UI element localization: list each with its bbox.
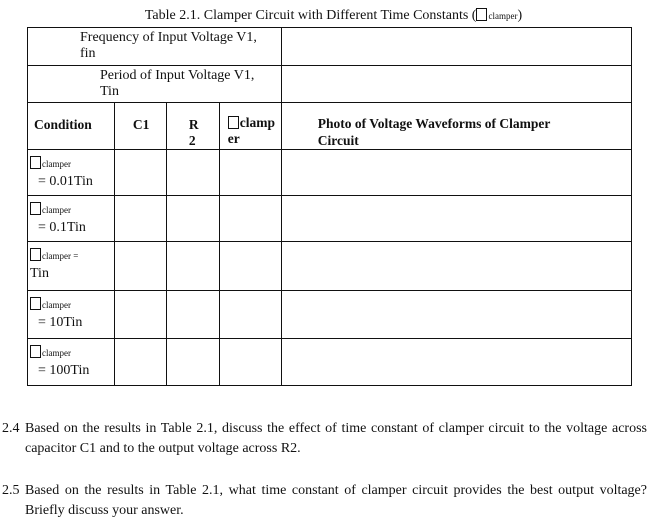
- header-row: [28, 103, 632, 150]
- tau-symbol-icon: [30, 345, 41, 358]
- tau-symbol-icon: [476, 8, 487, 21]
- r2-cell[interactable]: [166, 291, 219, 339]
- table-row: [28, 150, 632, 196]
- table-row: [28, 196, 632, 242]
- header-tau-line2: er: [227, 131, 240, 146]
- frequency-label-cell: [28, 28, 282, 66]
- clamper-table: [27, 27, 632, 386]
- photo-cell[interactable]: [281, 196, 631, 242]
- c1-cell[interactable]: [114, 291, 166, 339]
- question-2-5: [0, 481, 667, 516]
- tau-cell[interactable]: [219, 339, 281, 386]
- tau-symbol-icon: [30, 248, 41, 261]
- tau-symbol-icon: [228, 116, 239, 129]
- condition-cell: [28, 242, 115, 291]
- header-tau: [219, 103, 281, 150]
- header-c1-text: C1: [132, 117, 150, 132]
- condition-subscript: clamper: [42, 300, 71, 310]
- c1-cell[interactable]: [114, 196, 166, 242]
- photo-cell[interactable]: [281, 150, 631, 196]
- photo-cell[interactable]: [281, 339, 631, 386]
- header-condition: [28, 103, 115, 150]
- condition-value: = 0.01Tin: [38, 174, 93, 189]
- question-text: Based on the results in Table 2.1, discuss the effect of time constant of clamper circuit to the voltage across capacitor C1 and to the output voltage across R2.: [25, 421, 647, 456]
- condition-subscript: clamper: [42, 159, 71, 169]
- period-label-cell: [28, 66, 282, 103]
- condition-value: Tin: [30, 266, 49, 281]
- header-r2-line1: R: [188, 117, 199, 132]
- c1-cell[interactable]: [114, 150, 166, 196]
- c1-cell[interactable]: [114, 339, 166, 386]
- c1-cell[interactable]: [114, 242, 166, 291]
- photo-cell[interactable]: [281, 291, 631, 339]
- frequency-label-line2: fin: [80, 46, 96, 61]
- header-r2-line2: 2: [188, 133, 196, 148]
- tau-symbol-icon: [30, 156, 41, 169]
- table-row: [28, 242, 632, 291]
- header-tau-line1: clamp: [239, 115, 276, 130]
- tau-symbol-icon: [30, 297, 41, 310]
- caption-text: Table 2.1. Clamper Circuit with Different Time Constants (: [144, 8, 477, 23]
- frequency-label-line1: Frequency of Input Voltage V1,: [80, 30, 257, 45]
- period-label-line2: Tin: [100, 84, 119, 99]
- condition-suffix: =: [70, 251, 79, 261]
- question-text: Based on the results in Table 2.1, what time constant of clamper circuit provides the best output voltage? Briefly discuss your answer.: [25, 483, 647, 518]
- condition-value: = 10Tin: [38, 315, 83, 330]
- condition-value: = 100Tin: [38, 363, 90, 378]
- condition-subscript: clamper: [42, 348, 71, 358]
- header-photo-line1: Photo of Voltage Waveforms of Clamper: [317, 116, 551, 131]
- question-2-4: [0, 419, 667, 461]
- header-photo-line2: Circuit: [317, 133, 359, 148]
- period-row: [28, 66, 632, 103]
- tau-cell[interactable]: [219, 196, 281, 242]
- tau-cell[interactable]: [219, 242, 281, 291]
- frequency-value-cell[interactable]: [281, 28, 631, 66]
- photo-cell[interactable]: [281, 242, 631, 291]
- caption-subscript: clamper: [488, 11, 518, 21]
- table-row: [28, 339, 632, 386]
- condition-subscript: clamper: [42, 205, 71, 215]
- period-label-line1: Period of Input Voltage V1,: [100, 68, 255, 83]
- r2-cell[interactable]: [166, 150, 219, 196]
- tau-symbol-icon: [30, 202, 41, 215]
- r2-cell[interactable]: [166, 339, 219, 386]
- condition-value: = 0.1Tin: [38, 220, 86, 235]
- r2-cell[interactable]: [166, 196, 219, 242]
- period-value-cell[interactable]: [281, 66, 631, 103]
- caption-suffix: ): [517, 8, 523, 23]
- condition-cell: [28, 150, 115, 196]
- condition-cell: [28, 196, 115, 242]
- header-photo: [281, 103, 631, 150]
- r2-cell[interactable]: [166, 242, 219, 291]
- header-r2: [166, 103, 219, 150]
- table-caption: [0, 8, 667, 24]
- condition-cell: [28, 291, 115, 339]
- condition-subscript: clamper: [42, 251, 71, 261]
- table-row: [28, 291, 632, 339]
- tau-cell[interactable]: [219, 150, 281, 196]
- condition-cell: [28, 339, 115, 386]
- header-c1: [114, 103, 166, 150]
- question-number: 2.4: [2, 421, 20, 436]
- tau-cell[interactable]: [219, 291, 281, 339]
- question-number: 2.5: [2, 483, 20, 498]
- header-condition-text: Condition: [34, 117, 92, 132]
- frequency-row: [28, 28, 632, 66]
